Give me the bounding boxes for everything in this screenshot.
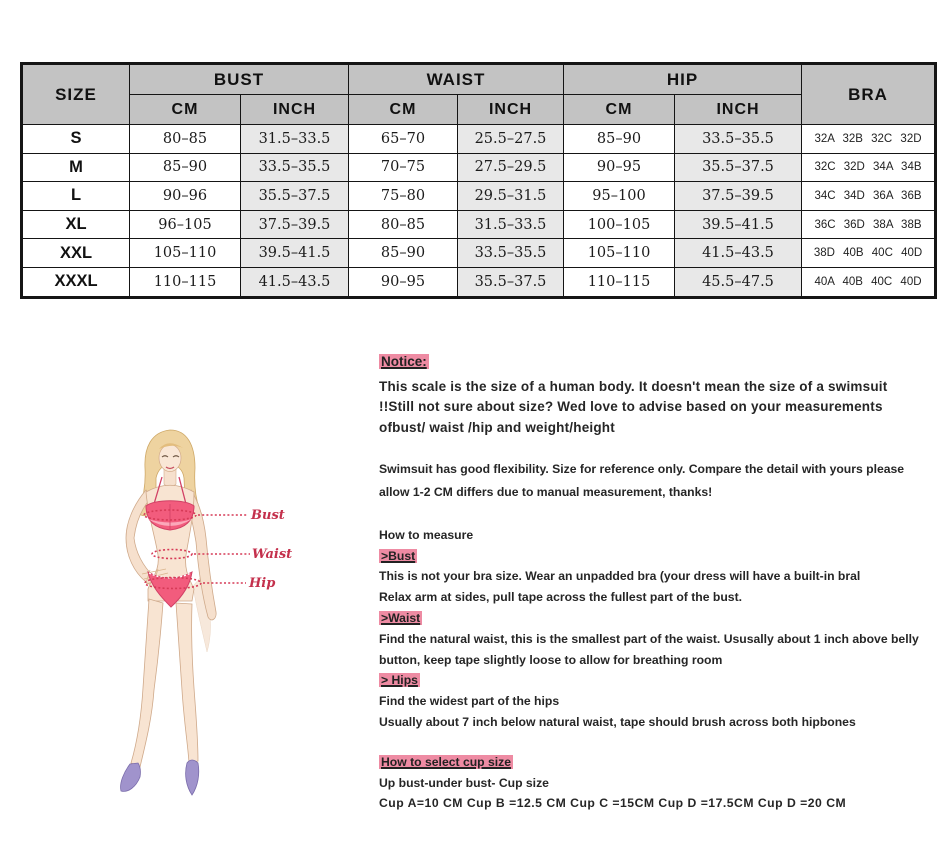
size-label-cell: XXL (22, 239, 130, 268)
bust-instruction-2: Relax arm at sides, pull tape across the fullest part of the bust. (379, 590, 743, 605)
bra-cell: 32C 32D 34A 34B (802, 153, 936, 182)
hip-inch-cell: 39.5–41.5 (675, 210, 802, 239)
hips-instruction-2: Usually about 7 inch below natural waist, tape should brush across both hipbones (379, 715, 856, 730)
size-row-l (22, 182, 936, 211)
body-measurement-figure (88, 420, 378, 820)
hip-cm-cell: 100–105 (564, 210, 675, 239)
how-to-measure-heading: How to measure (379, 527, 474, 542)
header-bust: BUST (130, 64, 349, 95)
bust-inch-cell: 37.5–39.5 (241, 210, 349, 239)
waist-instruction: Find the natural waist, this is the smallest part of the waist. Ususally about 1 inch above belly button, keep tape slightly loose to allow for breathing room (379, 631, 919, 667)
bust-inch-cell: 41.5–43.5 (241, 267, 349, 297)
hip-inch-cell: 45.5–47.5 (675, 267, 802, 297)
bust-inch-cell: 33.5–35.5 (241, 153, 349, 182)
bra-cell: 32A 32B 32C 32D (802, 125, 936, 154)
waist-inch-cell: 29.5–31.5 (458, 182, 564, 211)
size-label-cell: XXXL (22, 267, 130, 297)
bra-cell: 36C 36D 38A 38B (802, 210, 936, 239)
sizing-notes (379, 351, 937, 814)
hips-heading-row (379, 670, 935, 691)
hip-label: Hip (249, 576, 276, 591)
bust-cm-cell: 105–110 (130, 239, 241, 268)
bra-cell: 34C 34D 36A 36B (802, 182, 936, 211)
hips-instruction-1: Find the widest part of the hips (379, 694, 560, 709)
hip-cm-cell: 105–110 (564, 239, 675, 268)
header-hip-inch: INCH (675, 95, 802, 125)
waist-cm-cell: 80–85 (349, 210, 458, 239)
waist-inch-cell: 27.5–29.5 (458, 153, 564, 182)
header-waist-inch: INCH (458, 95, 564, 125)
bust-inch-cell: 35.5–37.5 (241, 182, 349, 211)
waist-cm-cell: 75–80 (349, 182, 458, 211)
size-label-cell: M (22, 153, 130, 182)
hips-heading: > Hips (381, 673, 418, 688)
hip-cm-cell: 85–90 (564, 125, 675, 154)
bust-heading: >Bust (381, 548, 416, 563)
bust-label: Bust (251, 508, 285, 523)
bra-cell: 38D 40B 40C 40D (802, 239, 936, 268)
figure-right-shoe (186, 760, 199, 795)
figure-left-leg (131, 599, 163, 767)
size-label-cell: XL (22, 210, 130, 239)
waist-heading: >Waist (381, 611, 421, 626)
size-chart-table (20, 62, 937, 299)
cup-heading-row (379, 752, 935, 773)
waist-inch-cell: 25.5–27.5 (458, 125, 564, 154)
bust-cm-cell: 96–105 (130, 210, 241, 239)
size-row-xxxl (22, 267, 936, 297)
bust-heading-row (379, 546, 935, 567)
hip-cm-cell: 110–115 (564, 267, 675, 297)
header-bust-inch: INCH (241, 95, 349, 125)
hip-cm-cell: 90–95 (564, 153, 675, 182)
header-hip: HIP (564, 64, 802, 95)
size-row-xl (22, 210, 936, 239)
bust-inch-cell: 31.5–33.5 (241, 125, 349, 154)
size-label-cell: S (22, 125, 130, 154)
header-hip-cm: CM (564, 95, 675, 125)
hip-cm-cell: 95–100 (564, 182, 675, 211)
header-bra: BRA (802, 64, 936, 125)
size-row-m (22, 153, 936, 182)
notice-heading: Notice: (381, 354, 427, 369)
figure-left-shoe (121, 763, 141, 791)
waist-heading-row (379, 608, 935, 629)
waist-inch-cell: 35.5–37.5 (458, 267, 564, 297)
notice-text: This scale is the size of a human body. It doesn't mean the size of a swimsuit !!Still not sure about size? Wed love to advise based on your measurements ofbust/ waist /hip and weight/height (379, 379, 888, 435)
waist-cm-cell: 85–90 (349, 239, 458, 268)
header-size: SIZE (22, 64, 130, 125)
header-waist-cm: CM (349, 95, 458, 125)
bust-cm-cell: 110–115 (130, 267, 241, 297)
cup-values: Cup A=10 CM Cup B =12.5 CM Cup C =15CM Cup D =17.5CM Cup D =20 CM (379, 796, 847, 811)
hip-inch-cell: 37.5–39.5 (675, 182, 802, 211)
waist-inch-cell: 31.5–33.5 (458, 210, 564, 239)
waist-cm-cell: 90–95 (349, 267, 458, 297)
size-label-cell: L (22, 182, 130, 211)
waist-cm-cell: 65–70 (349, 125, 458, 154)
bra-cell: 40A 40B 40C 40D (802, 267, 936, 297)
cup-heading: How to select cup size (381, 754, 512, 769)
figure-face (159, 445, 181, 472)
waist-cm-cell: 70–75 (349, 153, 458, 182)
waist-inch-cell: 33.5–35.5 (458, 239, 564, 268)
waist-label: Waist (252, 547, 293, 562)
cup-size-section (379, 752, 935, 814)
header-waist: WAIST (349, 64, 564, 95)
hip-inch-cell: 33.5–35.5 (675, 125, 802, 154)
bust-instruction-1: This is not your bra size. Wear an unpadded bra (your dress will have a built-in bral (379, 569, 861, 584)
header-bust-cm: CM (130, 95, 241, 125)
how-to-measure-section (379, 525, 935, 733)
bust-cm-cell: 80–85 (130, 125, 241, 154)
size-row-xxl (22, 239, 936, 268)
notice-heading-row (379, 351, 937, 372)
bust-cm-cell: 90–96 (130, 182, 241, 211)
bust-inch-cell: 39.5–41.5 (241, 239, 349, 268)
bust-cm-cell: 85–90 (130, 153, 241, 182)
hip-inch-cell: 35.5–37.5 (675, 153, 802, 182)
flexibility-text: Swimsuit has good flexibility. Size for reference only. Compare the detail with yours please allow 1-2 CM differs due to manual measurement, thanks! (379, 461, 905, 499)
hip-inch-cell: 41.5–43.5 (675, 239, 802, 268)
size-row-s (22, 125, 936, 154)
cup-instruction: Up bust-under bust- Cup size (379, 775, 549, 790)
figure-sketch (88, 420, 378, 820)
figure-right-leg (176, 603, 198, 763)
